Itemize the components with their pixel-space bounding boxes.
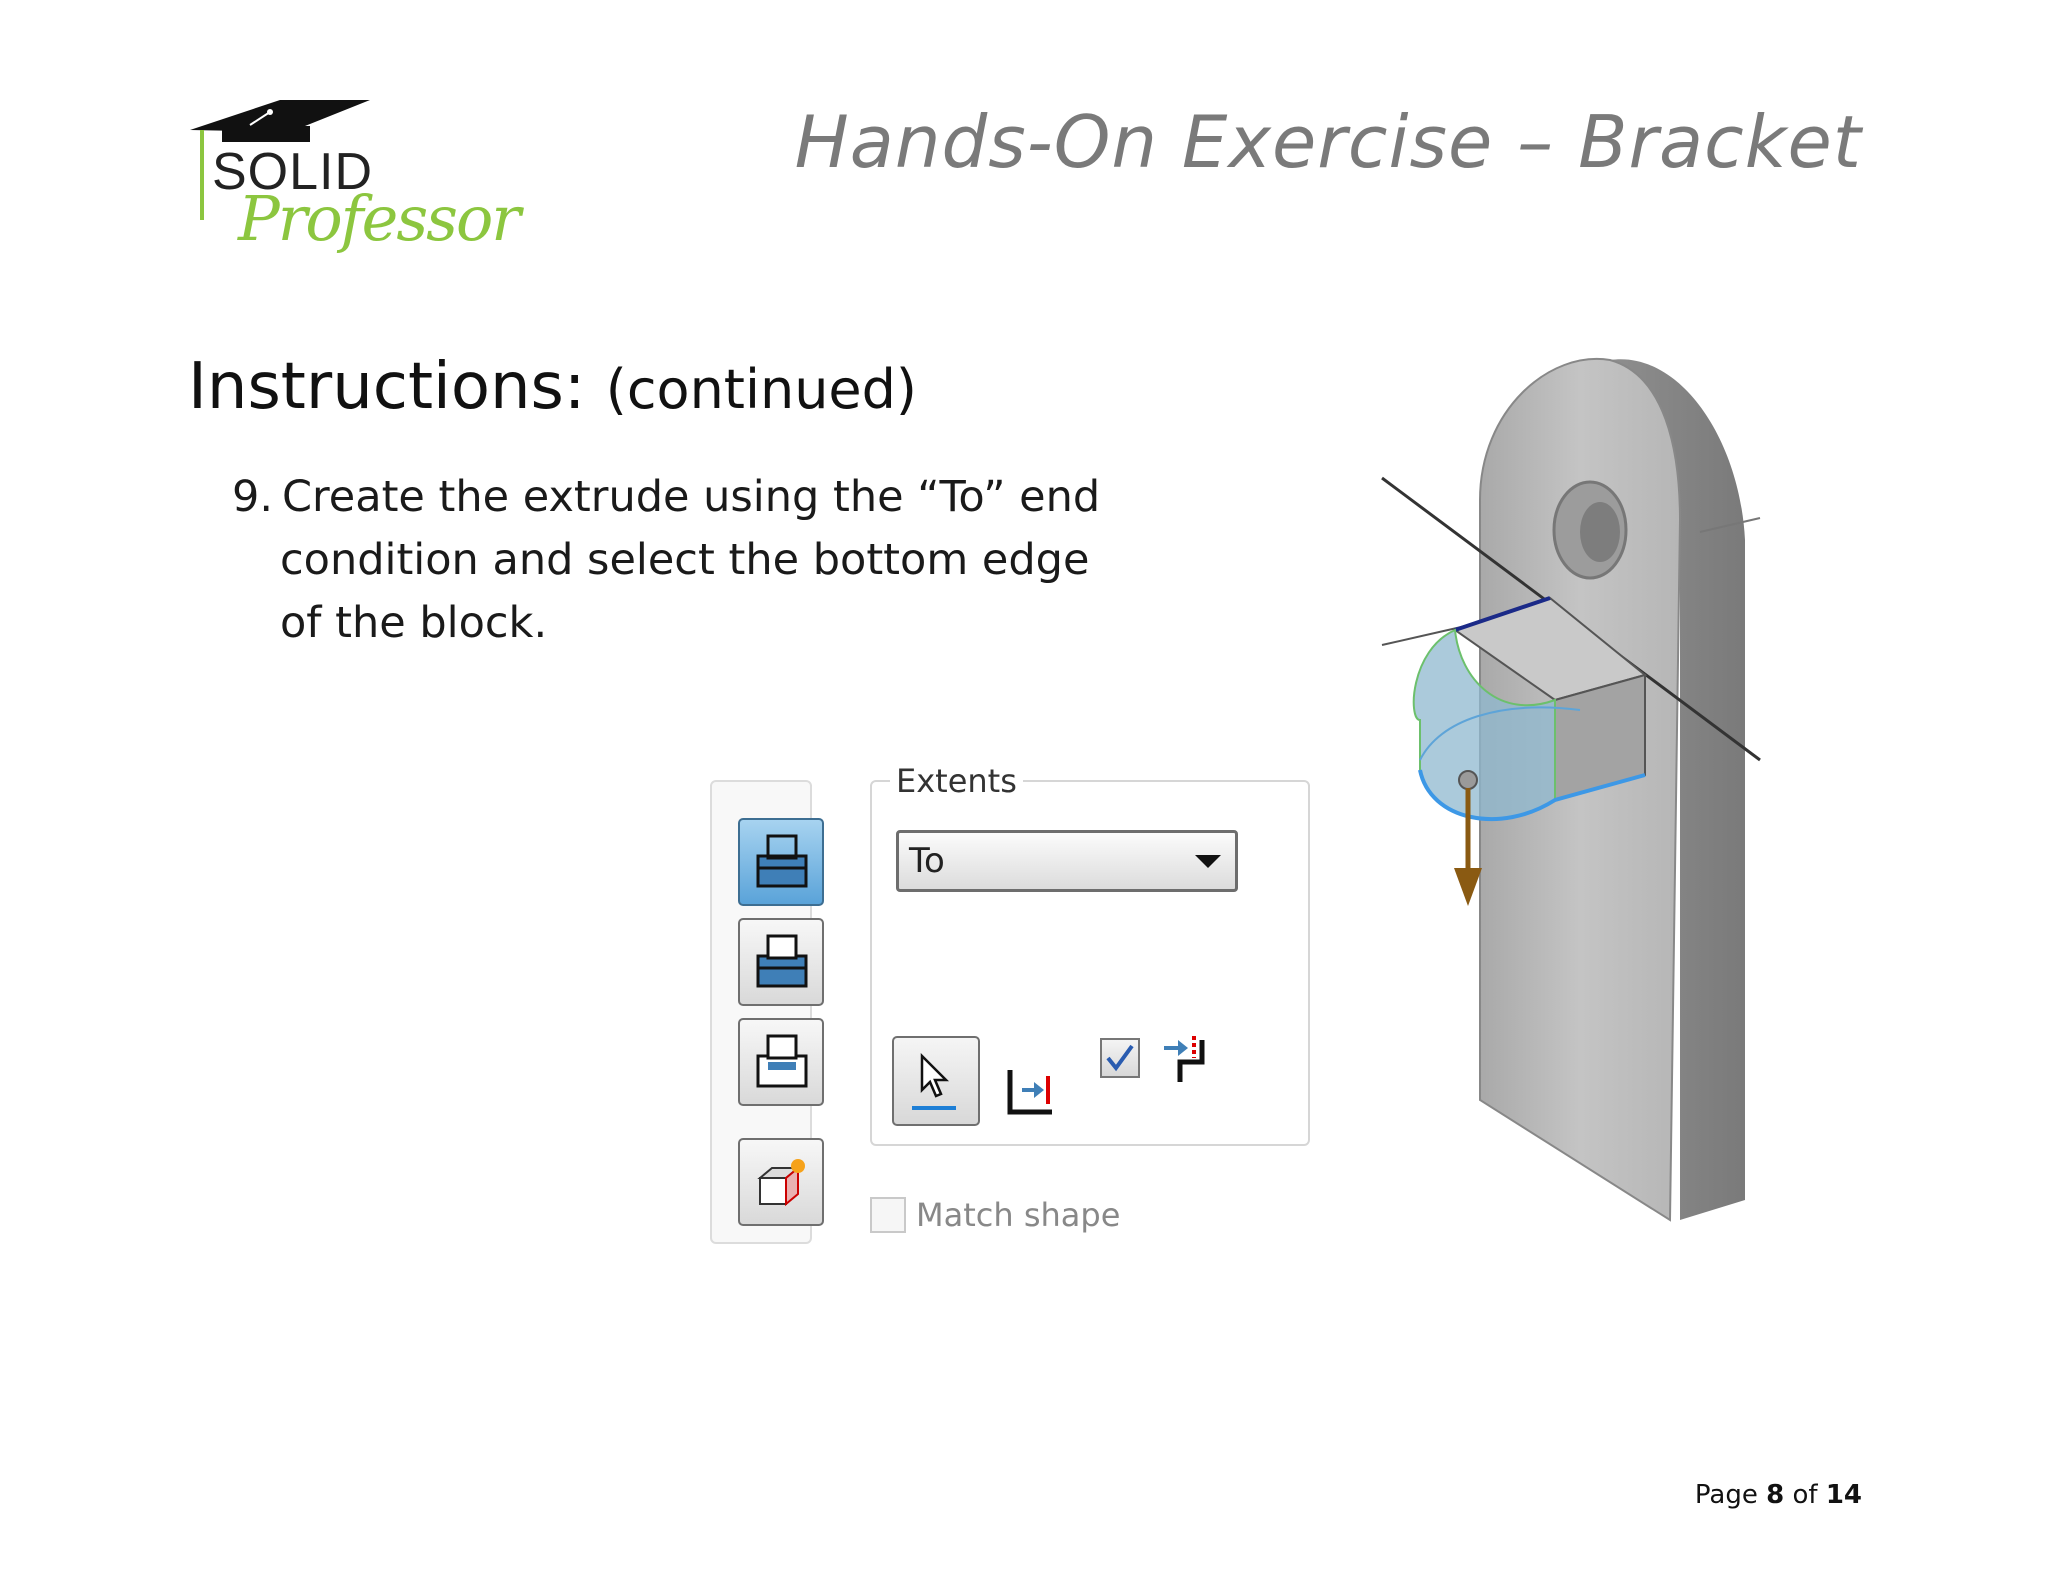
match-shape-option[interactable] [870,1196,1120,1234]
extrude-direction-icon [754,834,810,890]
page-number: Page 8 of 14 [1694,1480,1862,1510]
current-page: 8 [1766,1480,1785,1510]
solidprofessor-logo [190,90,530,270]
direction-default-button[interactable] [738,818,824,906]
minimum-solution-icon[interactable] [1006,1060,1058,1120]
asymmetric-button[interactable] [738,1138,824,1226]
section-subtitle: (continued) [605,358,917,421]
instruction-line-3: of the block. [280,598,548,648]
bracket-3d-model [1360,320,1780,1330]
asymmetric-cube-icon [754,1154,810,1210]
extend-face-icon [1162,1032,1216,1088]
direction-symmetric-button[interactable] [738,1018,824,1106]
section-title: Instructions: [188,350,586,424]
instruction-line-1: 9. Create the extrude using the “To” end [232,466,1132,529]
extents-label: Extents [890,762,1023,800]
extents-dropdown-value: To [909,841,945,881]
extrude-flip-icon [754,934,810,990]
logo-text-solid: SOLID [212,143,374,201]
section-heading [188,350,917,424]
chevron-down-icon [1195,855,1221,868]
cursor-arrow-icon [894,1038,978,1124]
extend-face-checkbox[interactable] [1100,1038,1140,1078]
extents-dropdown[interactable] [896,830,1238,892]
drag-handle [1459,771,1477,789]
bracket-hole-inner [1580,502,1620,562]
instruction-step [232,466,1132,655]
match-shape-label: Match shape [916,1196,1121,1234]
page-title: Hands-On Exercise – Bracket [794,100,1862,184]
direction-arrow-icon [1454,868,1482,906]
select-termination-button[interactable] [892,1036,980,1126]
extrude-symmetric-icon [754,1034,810,1090]
extrude-dialog [710,762,1310,1250]
match-shape-checkbox[interactable] [870,1197,906,1233]
direction-flipped-button[interactable] [738,918,824,1006]
extents-mode-strip [710,780,812,1244]
instruction-line-2: condition and select the bottom edge [280,535,1090,585]
logo-text-professor: Professor [238,182,519,255]
total-pages: 14 [1825,1480,1862,1510]
step-number: 9. [232,472,274,522]
checkmark-icon [1102,1040,1138,1076]
